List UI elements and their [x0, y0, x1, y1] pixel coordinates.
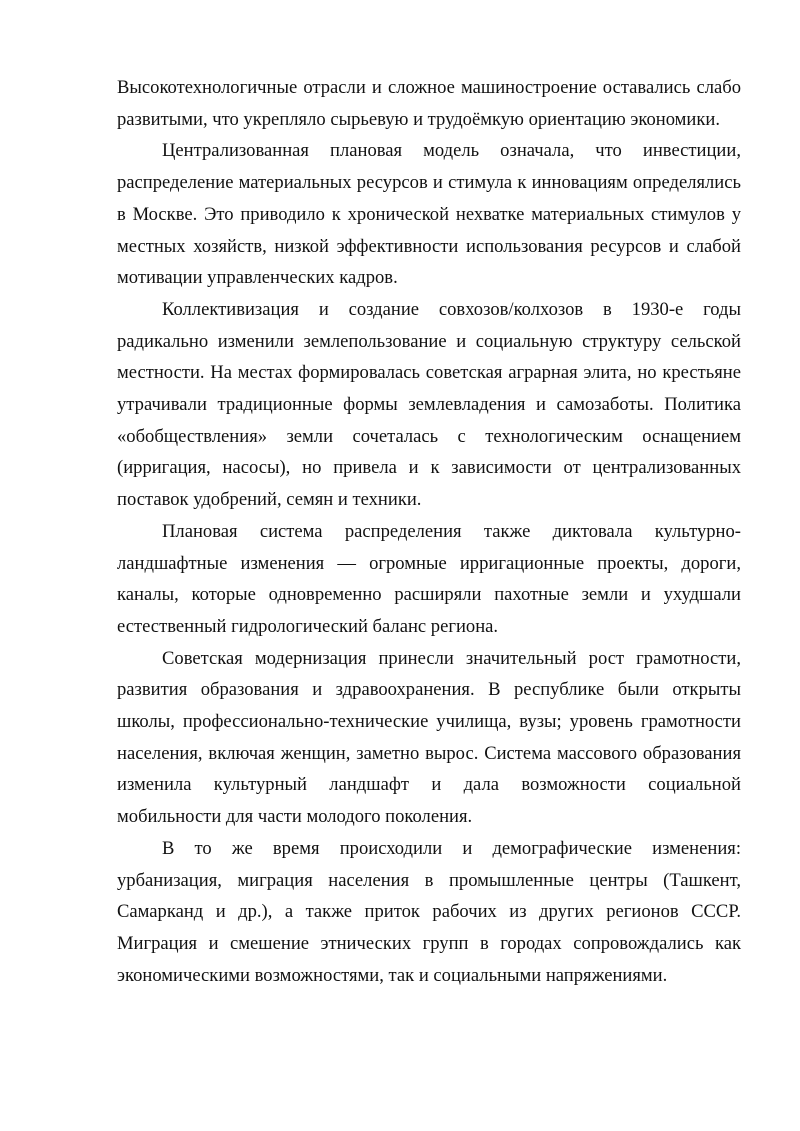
paragraph-4: Плановая система распределения также диктовала культурно-ландшафтные изменения — огромные ирригационные проекты, дороги, каналы, которые одновременно расширяли пахотные земли и ухудшали естественный гидрологический баланс региона.: [117, 520, 741, 637]
paragraph-3: Коллективизация и создание совхозов/колхозов в 1930-е годы радикально изменили землепользование и социальную структуру сельской местности. На местах формировалась советская аграрная элита, но крестьяне утрачивали традиционные формы землевладения и самозаботы. Политика «обобществления» земли сочеталась с технологическим оснащением (ирригация, насосы), но привела и к зависимости от централизованных поставок удобрений, семян и техники.: [117, 298, 741, 511]
paragraph-5: Советская модернизация принесли значительный рост грамотности, развития образования и здравоохранения. В республике были открыты школы, профессионально-технические училища, вузы; уровень грамотности населения, включая женщин, заметно вырос. Система массового образования изменила культурный ландшафт и дала возможности социальной мобильности для части молодого поколения.: [117, 647, 741, 828]
paragraph-2: Централизованная плановая модель означала, что инвестиции, распределение материальных ресурсов и стимула к инновациям определялись в Москве. Это приводило к хронической нехватке материальных стимулов у местных хозяйств, низкой эффективности использования ресурсов и слабой мотивации управленческих кадров.: [117, 140, 741, 289]
paragraph-1: Высокотехнологичные отрасли и сложное машиностроение оставались слабо развитыми, что укрепляло сырьевую и трудоёмкую ориентацию экономики.: [117, 77, 741, 130]
document-body: [117, 72, 741, 991]
paragraph-6: В то же время происходили и демографические изменения: урбанизация, миграция населения в промышленные центры (Ташкент, Самарканд и др.), а также приток рабочих из других регионов СССР. Миграция и смешение этнических групп в городах сопровождались как экономическими возможностями, так и социальными напряжениями.: [117, 837, 741, 986]
